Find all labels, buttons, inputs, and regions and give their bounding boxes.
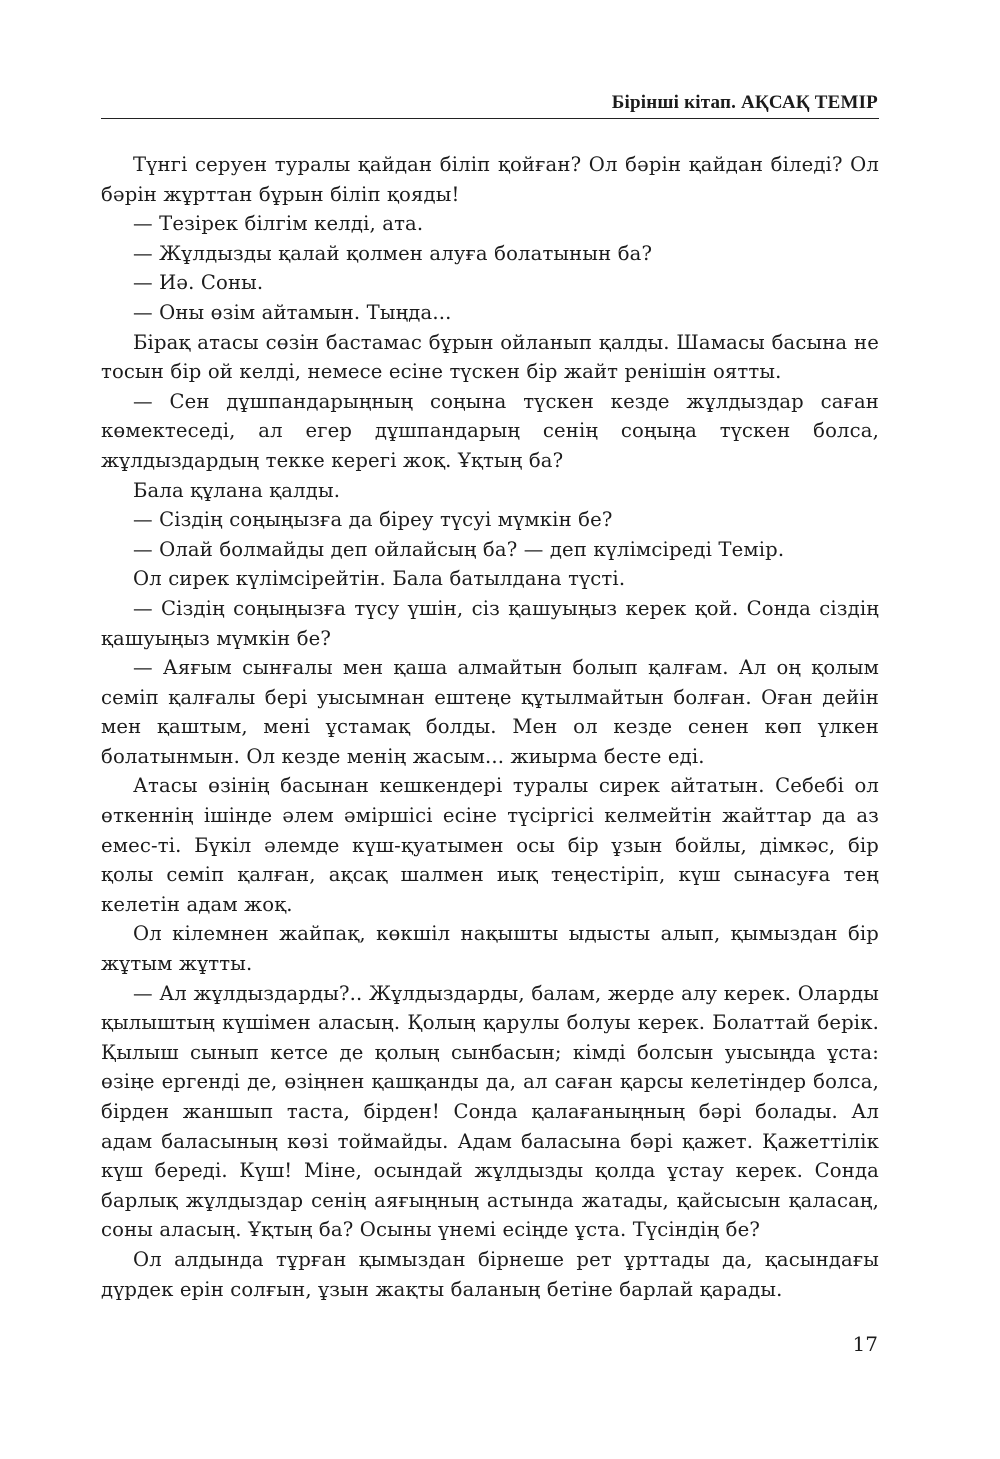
paragraph: Бірақ атасы сөзін бастамас бұрын ойланып қалды. Шамасы басына не тосын бір ой келді, немесе есіне түскен бір жайт ренішін оятты. [101, 330, 879, 384]
paragraph: — Сіздің соңыңызға түсу үшін, сіз қашуыңыз керек қой. Сонда сіздің қашуыңыз мүмкін бе? [101, 596, 879, 650]
header-rule [101, 118, 879, 119]
paragraph: — Ал жұлдыздарды?.. Жұлдыздарды, балам, жерде алу керек. Оларды қылыштың күшімен аласың. Қолың қарулы болуы керек. Болаттай берік. Қылыш сынып кетсе де қолың сынбасын; кімді болсын уысыңда ұста: өзіңе ергенді де, өзіңнен қашқанды да, ал саған қарсы келетіндер болса, бірден жаншып таста, бірден! Сонда қалағаныңның бәрі болады. Ал адам баласының көзі тоймайды. Адам баласына бәрі қажет. Қажеттілік күш береді. Күш! Міне, осындай жұлдызды қолда ұстау керек. Сонда барлық жұлдыздар сенің аяғыңның астында жатады, қайсысын қаласаң, соны аласың. Ұқтың ба? Осыны үнемі есіңде ұста. Түсіндің бе? [101, 981, 879, 1242]
paragraph: — Тезірек білгім келді, ата. [133, 212, 424, 236]
running-head: Бірінші кітап. АҚСАҚ ТЕМІР [611, 92, 878, 113]
paragraph: — Аяғым сынғалы мен қаша алмайтын болып қалғам. Ал оң қолым семіп қалғалы бері уысымнан ештеңе құтылмайтын болған. Оған дейін мен қаштым, мені ұстамақ болды. Мен ол кезде сенен көп үлкен болатынмын. Ол кезде менің жасым... жиырма бесте еді. [101, 656, 879, 768]
paragraph: — Сіздің соңыңызға да біреу түсуі мүмкін бе? [133, 508, 613, 532]
page-number: 17 [852, 1332, 878, 1356]
paragraph: Ол кілемнен жайпақ, көкшіл нақышты ыдысты алып, қымыздан бір жұтым жұтты. [101, 922, 879, 976]
paragraph: Ол алдында тұрған қымыздан бірнеше рет ұрттады да, қасындағы дүрдек ерін солғын, ұзын жақты баланың бетіне барлай қарады. [101, 1247, 879, 1301]
paragraph: Бала құлана қалды. [133, 478, 341, 502]
paragraph: Түнгі серуен туралы қайдан біліп қойған? Ол бәрін қайдан біледі? Ол бәрін жұрттан бұрын біліп қояды! [101, 153, 879, 206]
paragraph: — Оны өзім айтамын. Тыңда... [133, 300, 452, 324]
paragraph: — Сен дұшпандарыңның соңына түскен кезде жұлдыздар саған көмектеседі, ал егер дұшпандарың сенің соңыңа түскен болса, жұлдыздардың текке керегі жоқ. Ұқтың ба? [101, 389, 879, 472]
paragraph: — Олай болмайды деп ойлайсың ба? — деп күлімсіреді Темір. [133, 537, 785, 561]
body-text [101, 150, 879, 1304]
paragraph: Ол сирек күлімсірейтін. Бала батылдана түсті. [133, 567, 626, 591]
paragraph: — Жұлдызды қалай қолмен алуға болатынын ба? [133, 241, 653, 265]
paragraph: — Иә. Соны. [133, 271, 264, 295]
paragraph: Атасы өзінің басынан кешкендері туралы сирек айтатын. Себебі ол өткеннің ішінде әлем әміршісі есіне түсіргісі келмейтін жайттар да аз емес-ті. Бүкіл әлемде күш-қуатымен осы бір ұзын бойлы, дімкәс, бір қолы семіп қалған, ақсақ шалмен иық теңестіріп, күш сынасуға тең келетін адам жоқ. [101, 774, 879, 916]
